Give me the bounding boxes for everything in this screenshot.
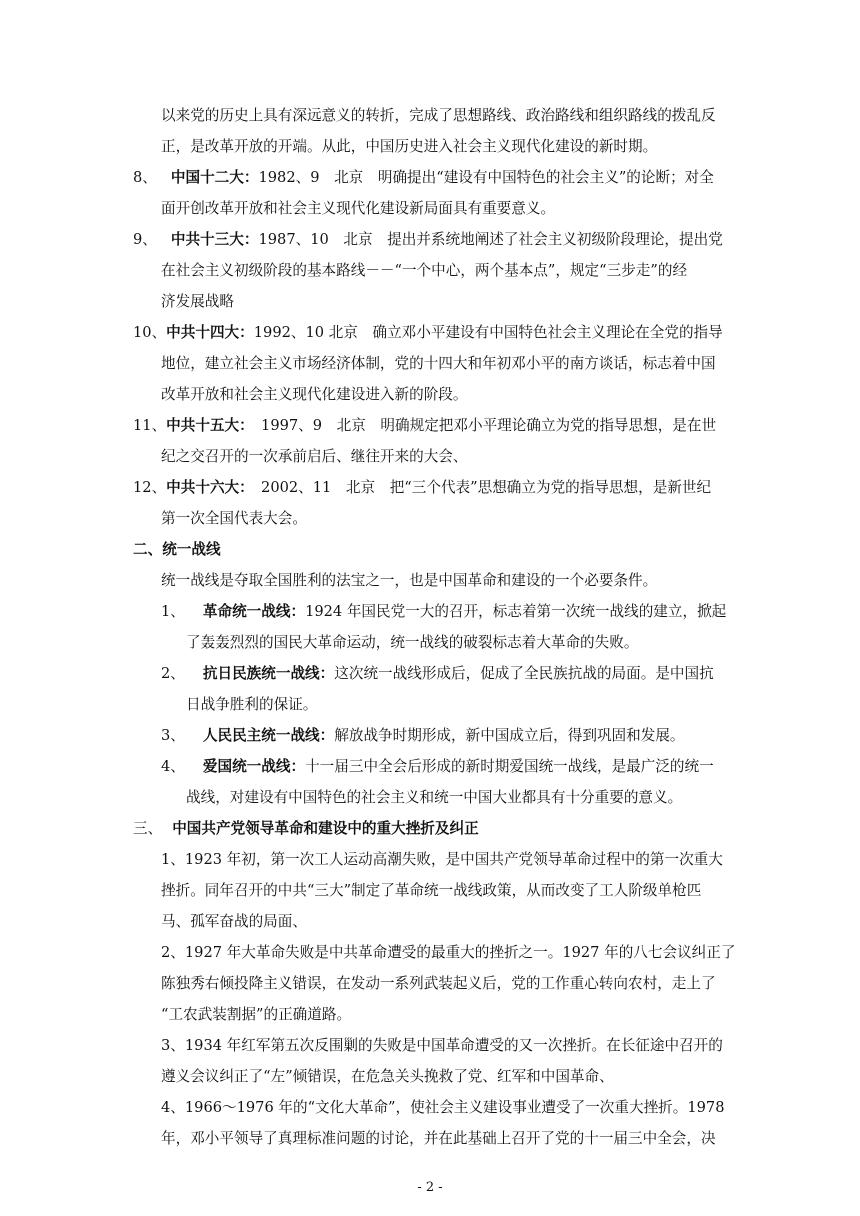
text-line: 统一战线是夺取全国胜利的法宝之一，也是中国革命和建设的一个必要条件。 — [161, 572, 658, 589]
text-line: 济发展战略 — [161, 293, 234, 310]
item-number: 1、 — [161, 603, 185, 620]
text-line: 纪之交召开的一次承前启后、继往开来的大会、 — [161, 448, 468, 465]
text-line: 了轰轰烈烈的国民大革命运动，统一战线的破裂标志着大革命的失败。 — [186, 634, 639, 651]
item-title: 中共十五大： — [166, 417, 247, 434]
item-title: 中共十六大： — [166, 479, 247, 496]
section-heading: 三、 中国共产党领导革命和建设中的重大挫折及纠正 — [133, 820, 479, 837]
list-item: 2、 抗日民族统一战线：这次统一战线形成后，促成了全民族抗战的局面。是中国抗 — [161, 665, 714, 682]
text-line: 在社会主义初级阶段的基本路线－－“一个中心，两个基本点”，规定“三步走”的经 — [161, 262, 688, 279]
item-title: 中国十二大： — [170, 169, 259, 186]
text-line: 挫折。同年召开的中共“三大”制定了革命统一战线政策，从而改变了工人阶级单枪匹 — [161, 882, 702, 899]
list-item: 4、 爱国统一战线：十一届三中全会后形成的新时期爱国统一战线，是最广泛的统一 — [161, 758, 714, 775]
heading-number: 三、 — [133, 820, 163, 837]
text-line: 地位，建立社会主义市场经济体制，党的十四大和年初邓小平的南方谈话，标志着中国 — [161, 355, 716, 372]
page-number: - 2 - — [417, 1180, 443, 1195]
list-item: 3、 人民民主统一战线：解放战争时期形成，新中国成立后，得到巩固和发展。 — [161, 727, 685, 744]
text-line: 正，是改革开放的开端。从此，中国历史进入社会主义现代化建设的新时期。 — [161, 138, 658, 155]
text-line: 年，邓小平领导了真理标准问题的讨论，并在此基础上召开了党的十一届三中全会，决 — [161, 1130, 716, 1147]
text-line: 改革开放和社会主义现代化建设进入新的阶段。 — [161, 386, 468, 403]
item-number: 4、 — [161, 758, 185, 775]
text-line: 1、1923 年初，第一次工人运动高潮失败，是中国共产党领导革命过程中的第一次重大 — [161, 851, 723, 868]
list-item: 8、 中国十二大：1982、9 北京 明确提出“建设有中国特色的社会主义”的论断；对全 — [133, 169, 714, 186]
list-item: 12、中共十六大： 2002、11 北京 把“三个代表”思想确立为党的指导思想，是新世纪 — [133, 479, 712, 496]
list-item: 11、中共十五大： 1997、9 北京 明确规定把邓小平理论确立为党的指导思想，是在世 — [133, 417, 717, 434]
text-line: 4、1966～1976 年的“文化大革命”，使社会主义建设事业遭受了一次重大挫折。1978 — [161, 1099, 725, 1116]
item-title: 人民民主统一战线： — [202, 727, 335, 744]
item-number: 12、 — [133, 479, 167, 496]
item-title: 爱国统一战线： — [202, 758, 306, 775]
item-title: 中共十四大： — [166, 324, 254, 341]
item-number: 2、 — [161, 665, 185, 682]
list-item: 1、 革命统一战线：1924 年国民党一大的召开，标志着第一次统一战线的建立，掀起 — [161, 603, 727, 620]
text-line: 3、1934 年红军第五次反围剿的失败是中国革命遭受的又一次挫折。在长征途中召开的 — [161, 1037, 723, 1054]
item-number: 11、 — [133, 417, 167, 434]
text-line: 马、孤军奋战的局面、 — [161, 913, 307, 930]
item-number: 3、 — [161, 727, 185, 744]
text-line: 陈独秀右倾投降主义错误，在发动一系列武装起义后，党的工作重心转向农村，走上了 — [161, 975, 716, 992]
text-line: 以来党的历史上具有深远意义的转折，完成了思想路线、政治路线和组织路线的拨乱反 — [161, 107, 716, 124]
item-title: 中共十三大： — [170, 231, 259, 248]
list-item: 10、中共十四大：1992、10 北京 确立邓小平建设有中国特色社会主义理论在全党的指导 — [133, 324, 723, 341]
text-line: 2、1927 年大革命失败是中共革命遭受的最重大的挫折之一。1927 年的八七会议纠正了 — [161, 944, 736, 961]
text-line: 日战争胜利的保证。 — [186, 696, 318, 713]
item-title: 革命统一战线： — [202, 603, 306, 620]
text-line: 战线，对建设有中国特色的社会主义和统一中国大业都具有十分重要的意义。 — [186, 789, 683, 806]
text-line: “工农武装割据”的正确道路。 — [161, 1006, 352, 1023]
item-number: 10、 — [133, 324, 167, 341]
text-line: 面开创改革开放和社会主义现代化建设新局面具有重要意义。 — [161, 200, 556, 217]
item-number: 9、 — [133, 231, 157, 248]
text-line: 第一次全国代表大会。 — [161, 510, 307, 527]
item-number: 8、 — [133, 169, 157, 186]
text-line: 遵义会议纠正了“左”倾错误，在危急关头挽救了党、红军和中国革命、 — [161, 1068, 614, 1085]
item-title: 抗日民族统一战线： — [202, 665, 335, 682]
list-item: 9、 中共十三大：1987、10 北京 提出并系统地阐述了社会主义初级阶段理论，提出党 — [133, 231, 723, 248]
section-heading: 二、统一战线 — [133, 541, 221, 558]
